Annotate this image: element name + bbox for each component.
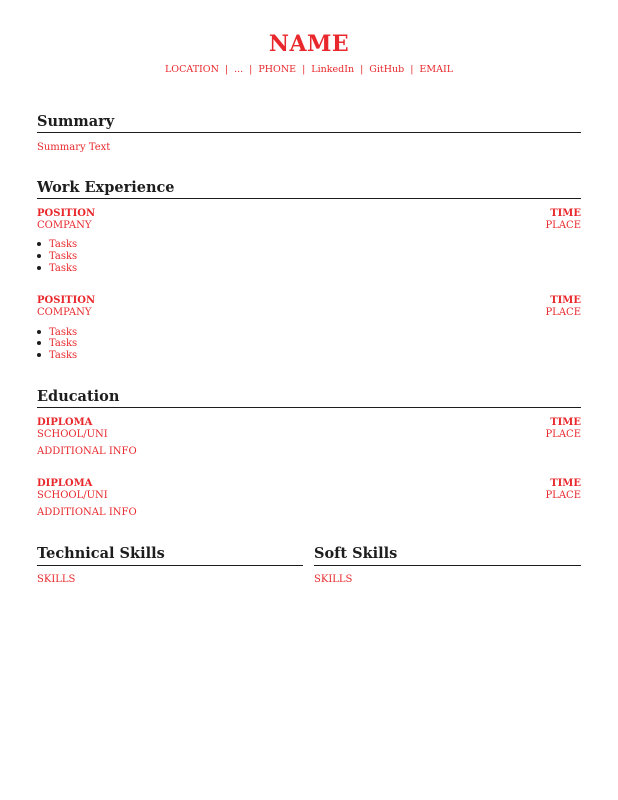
bullet-icon [37,254,41,258]
task-list-item [37,239,77,251]
contact-separator: | [360,64,364,75]
bullet-icon [37,330,41,334]
summary-text: Summary Text [37,142,111,153]
work-position: POSITION [37,208,96,219]
bullet-icon [37,341,41,345]
task-list-item [37,350,77,362]
education-school: SCHOOL/UNI [37,490,108,501]
education-place: PLACE [545,429,581,440]
contact-line [0,64,618,76]
technical-skills-text: SKILLS [37,574,76,585]
education-diploma: DIPLOMA [37,478,93,489]
task-text: Tasks [49,327,78,338]
education-time: TIME [550,417,581,428]
education-heading: Education [37,388,120,405]
education-additional-info: ADDITIONAL INFO [37,446,137,457]
task-list-item [37,251,77,263]
contact-phone: PHONE [258,64,297,75]
work-company: COMPANY [37,307,92,318]
soft-skills-heading: Soft Skills [314,545,398,562]
work-company: COMPANY [37,220,92,231]
work-place: PLACE [545,307,581,318]
task-text: Tasks [49,239,78,250]
contact-separator: | [410,64,414,75]
education-additional-info: ADDITIONAL INFO [37,507,137,518]
technical-skills-heading: Technical Skills [37,545,165,562]
soft-skills-text: SKILLS [314,574,353,585]
contact-separator: | [302,64,306,75]
education-diploma: DIPLOMA [37,417,93,428]
resume-name: NAME [268,31,350,57]
task-text: Tasks [49,251,78,262]
contact-separator: | [224,64,229,75]
work-experience-heading: Work Experience [37,179,175,196]
summary-heading: Summary [37,113,115,130]
bullet-icon [37,353,41,357]
contact-email-link[interactable]: EMAIL [419,64,454,75]
contact-separator: | [249,64,253,75]
work-position: POSITION [37,295,96,306]
task-list-item [37,263,77,275]
bullet-icon [37,266,41,270]
task-text: Tasks [49,338,78,349]
education-time: TIME [550,478,581,489]
soft-skills-divider [314,565,581,566]
work-place: PLACE [545,220,581,231]
task-text: Tasks [49,263,78,274]
education-school: SCHOOL/UNI [37,429,108,440]
summary-divider [37,132,581,133]
education-place: PLACE [545,490,581,501]
work-time: TIME [550,208,581,219]
contact-linkedin-link[interactable]: LinkedIn [311,64,355,75]
work-time: TIME [550,295,581,306]
work-experience-divider [37,198,581,199]
task-list-item [37,338,77,350]
technical-skills-divider [37,565,303,566]
task-text: Tasks [49,350,78,361]
contact-extra: ... [234,64,244,75]
contact-github-link[interactable]: GitHub [369,64,405,75]
bullet-icon [37,242,41,246]
education-divider [37,407,581,408]
contact-location: LOCATION [164,64,219,75]
